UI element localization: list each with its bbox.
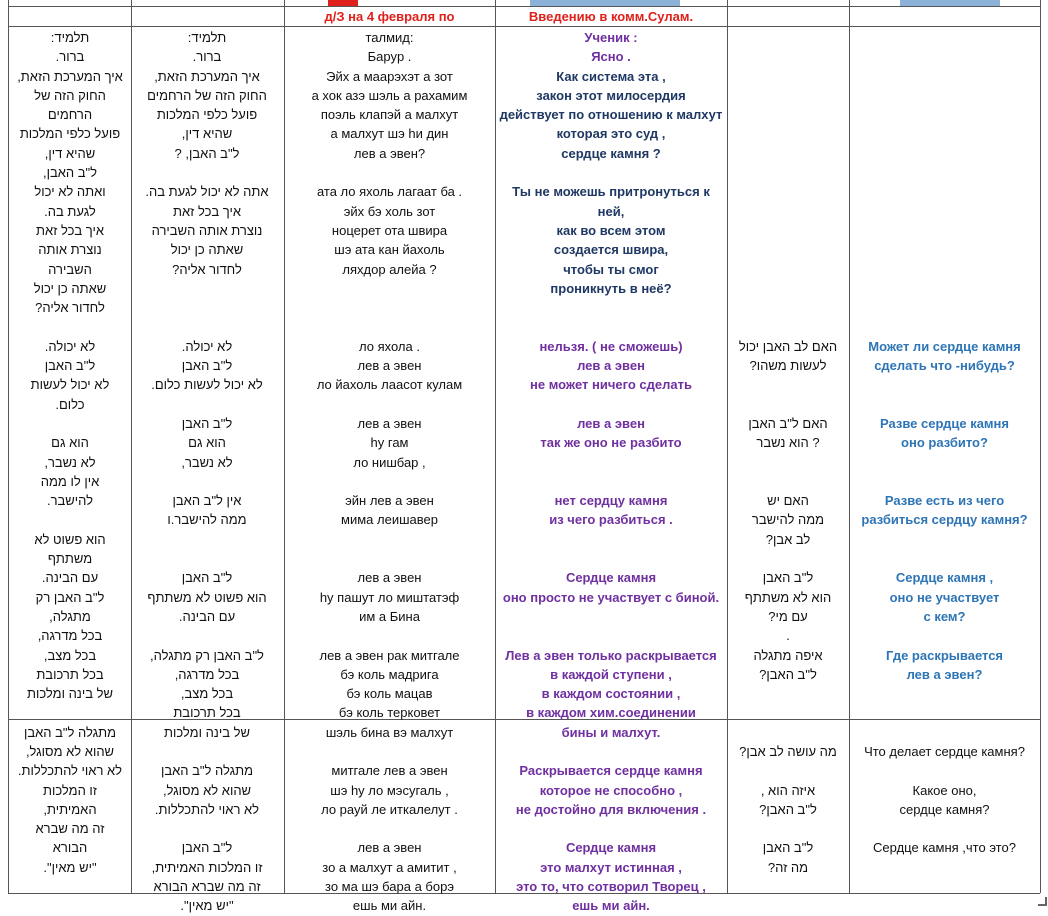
col3-line: талмид: (365, 30, 414, 45)
col3-line: лев а эвен? (353, 145, 426, 161)
col4-line: которое не способно , (539, 782, 683, 798)
col2-line: איך בכל זאת (172, 203, 242, 219)
col4-line: сердце камня ? (561, 145, 661, 161)
col6-line (851, 819, 1038, 838)
col4-line: лев а эвен (577, 415, 645, 431)
col3-line: митгале лев а эвен (331, 763, 448, 779)
col4-line: Ученик : (584, 30, 638, 45)
col-border-5 (849, 0, 850, 893)
col-border-4 (727, 0, 728, 893)
col1-line: איך בכל זאת (35, 222, 105, 238)
col1-line: משתתף (47, 551, 93, 567)
col2-line: זו המלכות האמיתית, (151, 859, 263, 875)
col1-line: זה מה שברא (35, 821, 105, 837)
col1-line: לחדור אליה? (35, 300, 105, 316)
col2-line: איך המערכת הזאת, (154, 68, 260, 84)
col3-line (286, 395, 493, 414)
col5-line (729, 144, 847, 163)
col3-line (286, 819, 493, 838)
col1-line: שאתה כן יכול (33, 280, 107, 296)
col6-line: разбиться сердцу камня? (861, 512, 1028, 528)
page-corner-mark (1038, 897, 1047, 906)
col5-line (729, 86, 847, 105)
col2-line: ל"ב האבן (181, 358, 233, 374)
col3-line: мима леишавер (341, 512, 438, 528)
col5-line: האם יש (767, 493, 809, 509)
col3-line (286, 279, 493, 298)
col5-line (729, 163, 847, 182)
col2-line: הוא פשוט לא משתתף (147, 589, 267, 605)
col6-line (851, 317, 1038, 336)
col4-line (497, 317, 725, 336)
col4-line: бины и малхут. (561, 724, 661, 740)
col5-line (729, 684, 847, 703)
col3-line: эйн лев а эвен (345, 493, 434, 509)
col1-line: בכל תרכובת (36, 666, 104, 682)
col3-line: ло рауй ле иткалелут . (321, 801, 458, 817)
col2-line (133, 317, 281, 336)
col2-line: פועל כלפי המלכות (156, 107, 258, 123)
col3-line: Эйх а маарэхэт а зот (326, 68, 453, 84)
col1-line: השבירה (48, 261, 92, 277)
col4-line: это то, что сотворил Творец , (516, 879, 706, 895)
col1-line: לגעת בה. (44, 203, 96, 219)
col3-line: лев а эвен рак митгале (319, 647, 460, 663)
col6-line: Разве сердце камня (880, 415, 1009, 431)
col4-line (497, 819, 725, 838)
col2-line: שאתה כן יכול (170, 242, 244, 258)
col5-line (729, 317, 847, 336)
col2-line (133, 742, 281, 761)
col4-line (497, 626, 725, 645)
col6-line (851, 530, 1038, 549)
col4-line: Раскрывается сердце камня (519, 763, 703, 779)
col2-line: ל"ב האבן (181, 570, 233, 586)
col6-line (851, 124, 1038, 143)
col4-line: в каждом хим.соединении (526, 705, 696, 721)
col2-line: אתה לא יכול לגעת בה. (145, 184, 269, 200)
col6-line: Может ли сердце камня (868, 338, 1021, 354)
col2-line: שהיא דין, (181, 126, 233, 142)
col4-line: в каждом состоянии , (541, 686, 681, 702)
col3-line (286, 163, 493, 182)
col5-line: ל"ב האבן (762, 570, 814, 586)
col2-line: לא נשבר, (181, 454, 233, 470)
col5-line (729, 124, 847, 143)
col3-line: бэ коль мадрига (340, 666, 439, 682)
col1-line: של בינה ומלכות (26, 686, 114, 702)
col3-line: ло нишбар , (353, 454, 426, 470)
col3-line: лев а эвен (357, 415, 422, 431)
col1-line: פועל כלפי המלכות (19, 126, 121, 142)
col2-line: של בינה ומלכות (163, 724, 251, 740)
col4-line (497, 163, 725, 182)
column-russian-student (497, 28, 725, 916)
col1-line: איך המערכת הזאת, (17, 68, 123, 84)
col2-line (133, 298, 281, 317)
col1-line: מתגלה, (49, 608, 91, 624)
col3-line: ляхдор алейа ? (342, 261, 437, 277)
col6-line (851, 163, 1038, 182)
col2-line: לחדור אליה? (172, 261, 242, 277)
col6-line (851, 472, 1038, 491)
col6-line (851, 47, 1038, 66)
col1-line: זו המלכות (42, 782, 98, 798)
col1-line: תלמיד: (50, 30, 90, 45)
col5-line: לב אבן? (765, 531, 811, 547)
col1-line (12, 703, 128, 722)
course-title: Введению в комм.Сулам. (528, 9, 694, 24)
col3-line: лев а эвен (357, 358, 422, 374)
col4-line (497, 530, 725, 549)
col1-line (12, 414, 128, 433)
col2-line (133, 626, 281, 645)
col3-line: ешь ми айн. (352, 898, 427, 914)
col5-line (729, 202, 847, 221)
col1-line: מתגלה ל"ב האבן (23, 724, 117, 740)
col3-line: ата ло яхоль лагаат ба . (316, 184, 463, 200)
col3-line: шэль бина вэ малхут (325, 724, 454, 740)
col3-line (286, 549, 493, 568)
col5-line: מה עושה לב אבן? (739, 743, 837, 759)
col5-line: האם לב האבן יכול (738, 338, 838, 354)
col2-line (133, 163, 281, 182)
col3-line: бэ коль терковет (338, 705, 441, 721)
col1-line (12, 510, 128, 529)
col3-line (286, 626, 493, 645)
col5-line (729, 472, 847, 491)
col1-line: עם הבינה. (41, 570, 99, 586)
col6-line: Разве есть из чего (884, 493, 1005, 509)
col3-line: Баруp . (367, 49, 412, 65)
col2-line: ל"ב האבן, ? (174, 145, 240, 161)
col5-line: איזה הוא , (760, 782, 816, 798)
col3-line: ноцерет ота швира (331, 222, 448, 238)
col2-line (133, 819, 281, 838)
column-hebrew-student-2 (133, 28, 281, 916)
col1-line: הוא פשוט לא (34, 531, 106, 547)
col5-line: עם מי? (768, 608, 808, 624)
col5-line (729, 549, 847, 568)
column-hebrew-student-1 (12, 28, 128, 877)
col1-line: לא נשבר, (44, 454, 96, 470)
col1-line: נוצרת אותה (38, 242, 102, 258)
col6-line (851, 182, 1038, 201)
col-border-6 (1040, 0, 1041, 893)
col1-line: החוק הזה של (34, 87, 106, 103)
col5-line (729, 761, 847, 780)
col2-line (133, 530, 281, 549)
col2-line: ברור. (192, 49, 222, 65)
col6-line: лев а эвен? (906, 666, 983, 682)
col4-line (497, 607, 725, 626)
col6-line (851, 298, 1038, 317)
col4-line: Сердце камня (565, 570, 657, 586)
col5-line (729, 47, 847, 66)
col5-line: לעשות משהו? (749, 358, 827, 374)
col4-line: это малхут истинная , (540, 859, 682, 875)
col1-line: הבורא (52, 840, 88, 856)
col2-line (133, 395, 281, 414)
col5-line (729, 723, 847, 742)
col1-line: כלום. (55, 396, 85, 412)
col6-line (851, 240, 1038, 259)
col6-line (851, 279, 1038, 298)
col3-line: а малхут шэ hи дин (330, 126, 449, 142)
col6-line (851, 202, 1038, 221)
column-transliteration (286, 28, 493, 916)
col4-line: так же оно не разбито (540, 435, 682, 451)
col6-line (851, 375, 1038, 394)
col6-line: сделать что -нибудь? (874, 358, 1015, 374)
col4-line: чтобы ты смог (563, 261, 659, 277)
column-hebrew-questions (729, 28, 847, 877)
col5-line: ? הוא נשבר (756, 435, 820, 451)
col2-line: ל"ב האבן (181, 415, 233, 431)
col6-line: оно разбито? (901, 435, 988, 451)
col5-line (729, 395, 847, 414)
col4-line (497, 453, 725, 472)
col6-line (851, 395, 1038, 414)
col4-line: лев а эвен (577, 358, 645, 374)
col6-line (851, 626, 1038, 645)
col2-line: בכל תרכובת (173, 705, 241, 721)
col5-line (729, 182, 847, 201)
col3-line: шэ ата кан йахоль (334, 242, 445, 258)
col5-line: . (786, 628, 790, 644)
col2-line (133, 279, 281, 298)
col2-line: ל"ב האבן רק מתגלה, (150, 647, 264, 663)
col6-line (851, 105, 1038, 124)
col2-line: לא יכולה. (181, 338, 233, 354)
col1-line (12, 317, 128, 336)
col4-line: Как система эта , (556, 68, 666, 84)
col5-line: ל"ב האבן? (759, 801, 817, 817)
col6-line: оно не участвует (889, 589, 1000, 605)
col5-line (729, 703, 847, 722)
col6-line: Какое оно, (912, 782, 977, 798)
col3-line (286, 742, 493, 761)
col5-line: האם ל"ב האבן (748, 415, 828, 431)
col4-line: оно просто не участвует с биной. (502, 589, 720, 605)
col4-line: создается швира, (553, 242, 669, 258)
col4-line: как во всем этом (556, 222, 666, 238)
col4-line: проникнуть в неё? (550, 280, 672, 296)
col2-line: תלמיד: (187, 30, 227, 45)
col1-line: הרחמים (47, 107, 93, 123)
col5-line: ל"ב האבן? (759, 666, 817, 682)
col3-line: зо ма шэ бара а борэ (325, 879, 454, 895)
col4-line: ешь ми айн. (572, 898, 650, 914)
col4-line: Лев а эвен только раскрывается (505, 647, 717, 663)
col4-line: действует по отношению к малхут (499, 107, 723, 123)
col3-line (286, 472, 493, 491)
col4-line (497, 298, 725, 317)
col3-line (286, 317, 493, 336)
col6-line: Сердце камня ,что это? (873, 840, 1016, 856)
col5-line (729, 240, 847, 259)
col1-line: אין לו ממה (40, 473, 100, 489)
col6-line: с кем? (923, 608, 966, 624)
col3-line: ло яхола . (359, 338, 420, 354)
col3-line: лев а эвен (357, 570, 422, 586)
col2-line: הוא גם (188, 435, 226, 451)
col6-line (851, 723, 1038, 742)
col6-line (851, 260, 1038, 279)
col3-line: hу гам (370, 435, 409, 451)
col1-line: בכל מדרגה, (37, 628, 103, 644)
col5-line (729, 279, 847, 298)
col3-line: бэ коль мацав (346, 686, 433, 702)
col1-line: ברור. (55, 49, 85, 65)
col-border-1 (131, 0, 132, 893)
col4-line: нельзя. ( не сможешь) (539, 338, 683, 354)
col1-line: ל"ב האבן רק (35, 589, 105, 605)
col3-line: им а Бина (359, 608, 420, 624)
col5-line: ל"ב האבן (762, 840, 814, 856)
col3-line: лев а эвен (357, 840, 422, 856)
col2-line (133, 472, 281, 491)
col6-line: Что делает сердце камня? (864, 743, 1025, 759)
col4-line: закон этот милосердия (536, 87, 686, 103)
col4-line (497, 472, 725, 491)
col5-line: הוא לא משתתף (744, 589, 832, 605)
col4-line: Сердце камня (565, 840, 657, 856)
col4-line: в каждой ступени , (550, 666, 672, 682)
col2-line: לא יכול לעשות כלום. (151, 377, 263, 393)
col3-line: поэль клапэй а малхут (320, 107, 459, 123)
column-russian-questions (851, 28, 1038, 858)
col1-line: ל"ב האבן (44, 358, 96, 374)
col4-line: не может ничего сделать (530, 377, 692, 393)
col6-line (851, 221, 1038, 240)
col4-line: Ясно . (591, 49, 631, 65)
col-border-2 (284, 0, 285, 893)
col2-line: בכל מצב, (180, 686, 234, 702)
col5-line (729, 67, 847, 86)
col1-line: ל"ב האבן, (42, 165, 98, 181)
col1-line: לא ראוי להתכללות. (17, 763, 123, 779)
col6-line (851, 549, 1038, 568)
col5-line (729, 105, 847, 124)
col4-line (497, 742, 725, 761)
col3-line (286, 530, 493, 549)
col6-line: Сердце камня , (895, 570, 994, 586)
col3-line: hу пашут ло миштатэф (319, 589, 460, 605)
col3-line (286, 298, 493, 317)
col1-line: שהוא לא מסוגל, (25, 743, 115, 759)
col6-line (851, 453, 1038, 472)
col4-line: не достойно для включения . (515, 801, 707, 817)
col2-line: זה מה שברא הבורא (153, 879, 261, 895)
col-border-0 (8, 0, 9, 893)
col4-line: которая это суд , (556, 126, 666, 142)
col2-line: נוצרת אותה השבירה (151, 222, 263, 238)
col4-line: нет сердцу камня (554, 493, 668, 509)
col2-line: החוק הזה של הרחמים (147, 87, 267, 103)
col1-line: בכל מצב, (43, 647, 97, 663)
col2-line: מתגלה ל"ב האבן (160, 763, 254, 779)
col4-line (497, 395, 725, 414)
col5-line (729, 819, 847, 838)
col1-line: "יש מאין". (43, 859, 97, 875)
col2-line: שהוא לא מסוגל, (162, 782, 252, 798)
col5-line: איפה מתגלה (753, 647, 823, 663)
col2-line: לא ראוי להתכללות. (154, 801, 260, 817)
col5-line (729, 298, 847, 317)
col3-line: а хок азэ шэль а рахамим (311, 87, 468, 103)
col2-line (133, 549, 281, 568)
col2-line: אין ל"ב האבן (172, 493, 242, 509)
col6-line (851, 28, 1038, 47)
col5-line (729, 221, 847, 240)
col2-line: ל"ב האבן (181, 840, 233, 856)
col3-line: ло йахоль лаасот кулам (316, 377, 463, 393)
col4-line: ней, (597, 203, 625, 219)
col3-line: шэ hу ло мэсугаль , (330, 782, 449, 798)
col4-line: из чего разбиться . (549, 512, 673, 528)
col5-line (729, 28, 847, 47)
col5-line (729, 375, 847, 394)
col3-line: зо а малхут а амитит , (322, 859, 457, 875)
homework-title: д/З на 4 февраля по (324, 9, 455, 24)
col5-line: ממה להישבר (751, 512, 825, 528)
col5-line (729, 260, 847, 279)
col1-line: הוא גם (51, 435, 89, 451)
col1-line: ואתה לא יכול (34, 184, 106, 200)
col1-line: לא יכול לעשות (30, 377, 110, 393)
col3-line: эйх бэ холь зот (343, 203, 436, 219)
col6-line (851, 144, 1038, 163)
col1-line: שהיא דין, (44, 145, 96, 161)
col6-line (851, 67, 1038, 86)
col2-line: עם הבינה. (178, 608, 236, 624)
col4-line: Ты не можешь притронуться к (512, 184, 710, 200)
col5-line: מה זה? (767, 859, 809, 875)
col6-line (851, 761, 1038, 780)
col-border-3 (495, 0, 496, 893)
col5-line (729, 453, 847, 472)
col6-line (851, 86, 1038, 105)
col2-line: בכל מדרגה, (174, 666, 240, 682)
col6-line (851, 703, 1038, 722)
col1-line: האמיתית, (43, 801, 97, 817)
col6-line (851, 684, 1038, 703)
col4-line (497, 549, 725, 568)
col2-line: "יש מאין". (180, 898, 234, 914)
col1-line: להישבר. (46, 493, 94, 509)
col6-line: сердце камня? (899, 801, 990, 817)
col1-line: לא יכולה. (44, 338, 96, 354)
col2-line: ממה להישבר.ו (167, 512, 247, 528)
col6-line: Где раскрывается (885, 647, 1004, 663)
